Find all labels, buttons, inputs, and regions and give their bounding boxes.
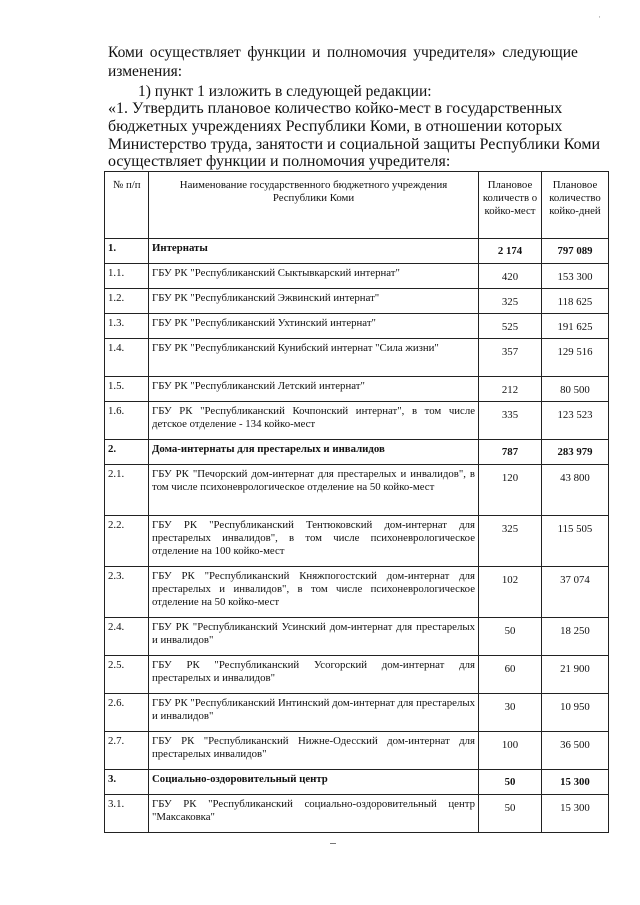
- planned-bed-days: 191 625: [542, 314, 609, 339]
- institution-name: ГБУ РК "Республиканский Сыктывкарский интернат": [149, 264, 479, 289]
- table-row: [105, 732, 609, 770]
- row-number: 2.: [105, 440, 149, 465]
- header-num: № п/п: [105, 172, 149, 239]
- planned-beds: 335: [479, 402, 542, 440]
- table-row: [105, 656, 609, 694]
- institution-name: Социально-оздоровительный центр: [149, 770, 479, 795]
- table-row: [105, 618, 609, 656]
- institution-name: ГБУ РК "Республиканский Летский интернат": [149, 377, 479, 402]
- table-row: [105, 516, 609, 567]
- planned-bed-days: 21 900: [542, 656, 609, 694]
- section-row: [105, 440, 609, 465]
- planned-bed-days: 36 500: [542, 732, 609, 770]
- planned-beds: 60: [479, 656, 542, 694]
- intro-word: Коми: [108, 44, 144, 61]
- table-row: [105, 339, 609, 377]
- intro-word: осуществляет: [149, 44, 241, 61]
- planned-beds: 50: [479, 770, 542, 795]
- table-row: [105, 402, 609, 440]
- row-number: 1.5.: [105, 377, 149, 402]
- institution-name: ГБУ РК "Республиканский Ухтинский интернат": [149, 314, 479, 339]
- planned-beds: 525: [479, 314, 542, 339]
- institution-name: ГБУ РК "Республиканский социально-оздоровительный центр "Максаковка": [149, 795, 479, 833]
- planned-bed-days: 115 505: [542, 516, 609, 567]
- institution-name: ГБУ РК "Республиканский Усогорский дом-интернат для престарелых и инвалидов": [149, 656, 479, 694]
- planned-bed-days: 283 979: [542, 440, 609, 465]
- row-number: 2.2.: [105, 516, 149, 567]
- planned-beds: 212: [479, 377, 542, 402]
- section-row: [105, 239, 609, 264]
- section-row: [105, 770, 609, 795]
- planned-beds: 325: [479, 289, 542, 314]
- planned-bed-days: 123 523: [542, 402, 609, 440]
- scan-mark: ·: [598, 12, 601, 22]
- institution-name: ГБУ РК "Республиканский Кунибский интернат "Сила жизни": [149, 339, 479, 377]
- intro-line-2: изменения:: [108, 63, 183, 80]
- table-row: [105, 264, 609, 289]
- planned-bed-days: 80 500: [542, 377, 609, 402]
- planned-beds: 787: [479, 440, 542, 465]
- intro-word: и: [312, 44, 321, 61]
- planned-bed-days: 15 300: [542, 770, 609, 795]
- row-number: 3.: [105, 770, 149, 795]
- planned-bed-days: 18 250: [542, 618, 609, 656]
- planned-beds: 100: [479, 732, 542, 770]
- institution-name: ГБУ РК "Печорский дом-интернат для престарелых и инвалидов", в том числе психоневрологическое отделение на 50 койко-мест: [149, 465, 479, 516]
- row-number: 1.3.: [105, 314, 149, 339]
- planned-bed-days: 15 300: [542, 795, 609, 833]
- beds-table: [104, 171, 609, 833]
- quote-line-1: «1. Утвердить плановое количество койко-мест в государственных: [108, 100, 563, 117]
- planned-beds: 30: [479, 694, 542, 732]
- institution-name: Интернаты: [149, 239, 479, 264]
- header-beds: Плановое количеств о койко-мест: [479, 172, 542, 239]
- intro-word: функции: [247, 44, 306, 61]
- row-number: 2.1.: [105, 465, 149, 516]
- institution-name: ГБУ РК "Республиканский Интинский дом-интернат для престарелых и инвалидов": [149, 694, 479, 732]
- quote-line-2: бюджетных учреждениях Республики Коми, в отношении которых: [108, 118, 563, 135]
- planned-beds: 50: [479, 795, 542, 833]
- row-number: 2.7.: [105, 732, 149, 770]
- table-row: [105, 795, 609, 833]
- planned-beds: 325: [479, 516, 542, 567]
- table-row: [105, 465, 609, 516]
- row-number: 1.: [105, 239, 149, 264]
- row-number: 2.3.: [105, 567, 149, 618]
- institution-name: ГБУ РК "Республиканский Усинский дом-интернат для престарелых и инвалидов": [149, 618, 479, 656]
- planned-bed-days: 37 074: [542, 567, 609, 618]
- table-row: [105, 694, 609, 732]
- institution-name: ГБУ РК "Республиканский Эжвинский интернат": [149, 289, 479, 314]
- institution-name: ГБУ РК "Республиканский Кочпонский интернат", в том числе детское отделение - 134 койко-мест: [149, 402, 479, 440]
- table-row: [105, 567, 609, 618]
- page-footer-mark: [330, 843, 336, 844]
- quote-line-4: осуществляет функции и полномочия учредителя:: [108, 153, 451, 170]
- institution-name: ГБУ РК "Республиканский Княжпогостский дом-интернат для престарелых и инвалидов", в том числе психоневрологическое отделение на 50 койко-мест: [149, 567, 479, 618]
- row-number: 3.1.: [105, 795, 149, 833]
- institution-name: ГБУ РК "Республиканский Нижне-Одесский дом-интернат для престарелых инвалидов": [149, 732, 479, 770]
- planned-bed-days: 153 300: [542, 264, 609, 289]
- institution-name: Дома-интернаты для престарелых и инвалидов: [149, 440, 479, 465]
- planned-beds: 2 174: [479, 239, 542, 264]
- table-row: [105, 377, 609, 402]
- planned-bed-days: 43 800: [542, 465, 609, 516]
- row-number: 2.5.: [105, 656, 149, 694]
- table-header-row: [105, 172, 609, 239]
- row-number: 2.4.: [105, 618, 149, 656]
- planned-bed-days: 129 516: [542, 339, 609, 377]
- planned-bed-days: 797 089: [542, 239, 609, 264]
- table-row: [105, 314, 609, 339]
- table-row: [105, 289, 609, 314]
- header-days: Плановое количество койко-дней: [542, 172, 609, 239]
- intro-word: следующие: [502, 44, 578, 61]
- institution-name: ГБУ РК "Республиканский Тентюковский дом-интернат для престарелых инвалидов", в том числе психоневрологическое отделение на 100 койко-мест: [149, 516, 479, 567]
- header-name: Наименование государственного бюджетного учреждения Республики Коми: [149, 172, 479, 239]
- planned-beds: 120: [479, 465, 542, 516]
- intro-line-1: [108, 44, 578, 62]
- row-number: 1.4.: [105, 339, 149, 377]
- intro-word: учредителя»: [413, 44, 496, 61]
- row-number: 2.6.: [105, 694, 149, 732]
- intro-word: полномочия: [326, 44, 407, 61]
- planned-bed-days: 118 625: [542, 289, 609, 314]
- row-number: 1.6.: [105, 402, 149, 440]
- item-1-heading: 1) пункт 1 изложить в следующей редакции:: [138, 83, 432, 100]
- planned-beds: 102: [479, 567, 542, 618]
- planned-beds: 50: [479, 618, 542, 656]
- row-number: 1.1.: [105, 264, 149, 289]
- planned-bed-days: 10 950: [542, 694, 609, 732]
- planned-beds: 420: [479, 264, 542, 289]
- quote-line-3: Министерство труда, занятости и социальной защиты Республики Коми: [108, 136, 601, 153]
- row-number: 1.2.: [105, 289, 149, 314]
- planned-beds: 357: [479, 339, 542, 377]
